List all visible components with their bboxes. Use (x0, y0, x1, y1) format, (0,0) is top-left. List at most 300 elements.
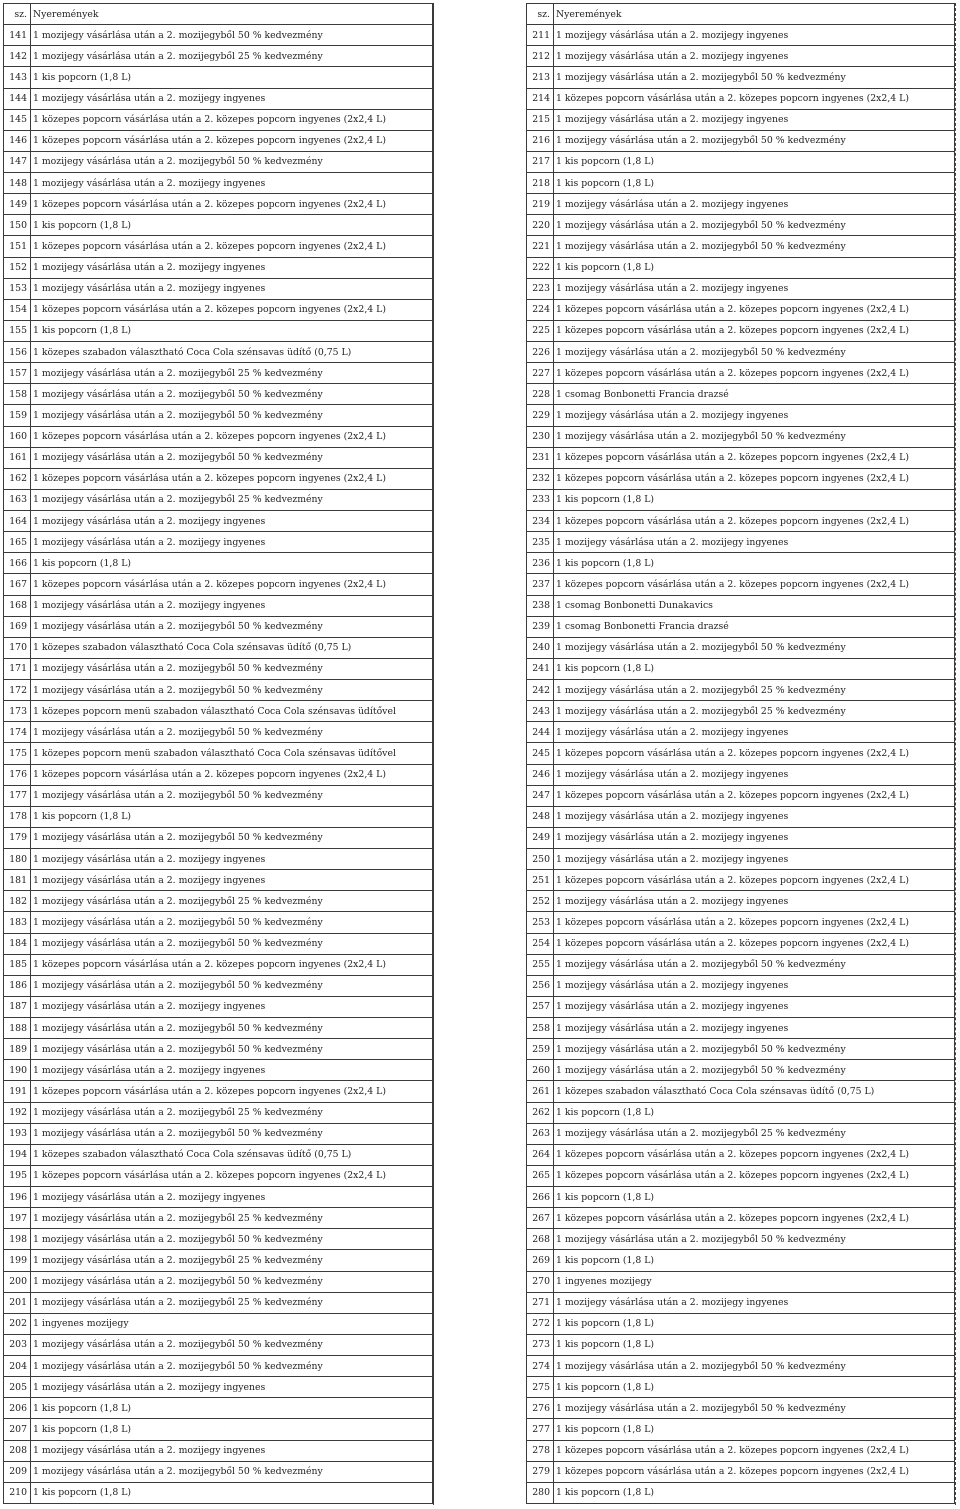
prize-number: 183 (4, 912, 31, 933)
prize-description: 1 közepes popcorn vásárlása után a 2. közepes popcorn ingyenes (2x2,4 L) (31, 764, 433, 785)
prize-description: 1 közepes szabadon választható Coca Cola szénsavas üdítő (0,75 L) (31, 342, 433, 363)
prize-description: 1 mozijegy vásárlása után a 2. mozijegy ingyenes (554, 1018, 955, 1039)
table-row (527, 194, 955, 215)
table-row (527, 25, 955, 46)
table-row (4, 1377, 433, 1398)
table-row (4, 1419, 433, 1440)
prize-number: 172 (4, 680, 31, 701)
page-edge-dashed (955, 3, 956, 1505)
prize-number: 167 (4, 574, 31, 595)
prize-description: 1 mozijegy vásárlása után a 2. mozijegyből 50 % kedvezmény (31, 933, 433, 954)
table-row (527, 130, 955, 151)
prize-description: 1 mozijegy vásárlása után a 2. mozijegyből 50 % kedvezmény (554, 236, 955, 257)
number-column-header: sz. (527, 4, 554, 25)
table-row (527, 1187, 955, 1208)
prize-description: 1 mozijegy vásárlása után a 2. mozijegyből 50 % kedvezmény (554, 67, 955, 88)
prize-number: 203 (4, 1334, 31, 1355)
table-row (4, 912, 433, 933)
prize-number: 210 (4, 1482, 31, 1503)
table-row (527, 722, 955, 743)
table-row (4, 532, 433, 553)
prize-number: 160 (4, 426, 31, 447)
prize-number: 236 (527, 553, 554, 574)
table-row (527, 109, 955, 130)
prize-description: 1 közepes popcorn vásárlása után a 2. közepes popcorn ingyenes (2x2,4 L) (554, 1440, 955, 1461)
prize-number: 170 (4, 637, 31, 658)
table-row (527, 173, 955, 194)
prize-number: 258 (527, 1018, 554, 1039)
prize-description: 1 csomag Bonbonetti Francia drazsé (554, 616, 955, 637)
prize-number: 178 (4, 806, 31, 827)
prize-description: 1 mozijegy vásárlása után a 2. mozijegyből 25 % kedvezmény (31, 891, 433, 912)
table-row (527, 954, 955, 975)
prize-description: 1 mozijegy vásárlása után a 2. mozijegyből 50 % kedvezmény (31, 658, 433, 679)
prize-description: 1 közepes popcorn vásárlása után a 2. közepes popcorn ingyenes (2x2,4 L) (554, 1461, 955, 1482)
prize-number: 240 (527, 637, 554, 658)
prize-table-right-body (527, 4, 955, 1504)
table-row (4, 1356, 433, 1377)
table-row (527, 1419, 955, 1440)
prize-number: 230 (527, 426, 554, 447)
prize-description: 1 közepes popcorn vásárlása után a 2. közepes popcorn ingyenes (2x2,4 L) (554, 574, 955, 595)
table-row (4, 257, 433, 278)
prize-description: 1 kis popcorn (1,8 L) (554, 151, 955, 172)
prize-number: 254 (527, 933, 554, 954)
prize-number: 252 (527, 891, 554, 912)
table-row (527, 996, 955, 1017)
prize-number: 161 (4, 447, 31, 468)
prize-description: 1 mozijegy vásárlása után a 2. mozijegy ingyenes (31, 532, 433, 553)
prize-number: 265 (527, 1165, 554, 1186)
prize-number: 188 (4, 1018, 31, 1039)
prize-number: 175 (4, 743, 31, 764)
prize-description: 1 közepes popcorn vásárlása után a 2. közepes popcorn ingyenes (2x2,4 L) (554, 468, 955, 489)
table-row (4, 1250, 433, 1271)
table-row (527, 215, 955, 236)
table-row (4, 1208, 433, 1229)
table-row (4, 764, 433, 785)
prize-number: 153 (4, 278, 31, 299)
table-row (4, 680, 433, 701)
prize-description: 1 csomag Bonbonetti Francia drazsé (554, 384, 955, 405)
prize-description: 1 kis popcorn (1,8 L) (554, 1334, 955, 1355)
prize-number: 198 (4, 1229, 31, 1250)
prize-description: 1 mozijegy vásárlása után a 2. mozijegyből 50 % kedvezmény (31, 616, 433, 637)
prize-number: 192 (4, 1102, 31, 1123)
table-row (4, 46, 433, 67)
table-row (4, 173, 433, 194)
prize-description: 1 mozijegy vásárlása után a 2. mozijegyből 50 % kedvezmény (31, 680, 433, 701)
table-row (527, 1334, 955, 1355)
prize-column-header: Nyeremények (554, 4, 955, 25)
prize-description: 1 kis popcorn (1,8 L) (31, 1419, 433, 1440)
prize-description: 1 közepes popcorn vásárlása után a 2. közepes popcorn ingyenes (2x2,4 L) (31, 194, 433, 215)
table-row (4, 151, 433, 172)
prize-number: 218 (527, 173, 554, 194)
prize-number: 162 (4, 468, 31, 489)
prize-description: 1 mozijegy vásárlása után a 2. mozijegyből 25 % kedvezmény (554, 680, 955, 701)
prize-number: 166 (4, 553, 31, 574)
table-row (527, 236, 955, 257)
table-row (4, 553, 433, 574)
prize-number: 226 (527, 342, 554, 363)
prize-description: 1 közepes popcorn vásárlása után a 2. közepes popcorn ingyenes (2x2,4 L) (554, 299, 955, 320)
prize-number: 148 (4, 173, 31, 194)
prize-number: 164 (4, 511, 31, 532)
table-row (4, 722, 433, 743)
table-row (4, 1187, 433, 1208)
prize-number: 179 (4, 827, 31, 848)
prize-number: 185 (4, 954, 31, 975)
prize-number: 194 (4, 1144, 31, 1165)
prize-number: 186 (4, 975, 31, 996)
prize-number: 228 (527, 384, 554, 405)
prize-description: 1 közepes popcorn vásárlása után a 2. közepes popcorn ingyenes (2x2,4 L) (31, 426, 433, 447)
table-header-row (527, 4, 955, 25)
prize-number: 165 (4, 532, 31, 553)
prize-description: 1 mozijegy vásárlása után a 2. mozijegy ingyenes (554, 532, 955, 553)
prize-number: 234 (527, 511, 554, 532)
prize-number: 259 (527, 1039, 554, 1060)
prize-description: 1 közepes popcorn vásárlása után a 2. közepes popcorn ingyenes (2x2,4 L) (31, 130, 433, 151)
prize-number: 212 (527, 46, 554, 67)
table-row (527, 532, 955, 553)
prize-description: 1 kis popcorn (1,8 L) (554, 1482, 955, 1503)
table-row (4, 806, 433, 827)
prize-description: 1 mozijegy vásárlása után a 2. mozijegy ingyenes (31, 1187, 433, 1208)
prize-description: 1 kis popcorn (1,8 L) (554, 257, 955, 278)
prize-description: 1 mozijegy vásárlása után a 2. mozijegy ingyenes (31, 870, 433, 891)
prize-description: 1 mozijegy vásárlása után a 2. mozijegy ingyenes (31, 173, 433, 194)
prize-description: 1 mozijegy vásárlása után a 2. mozijegy ingyenes (31, 849, 433, 870)
prize-description: 1 mozijegy vásárlása után a 2. mozijegyből 25 % kedvezmény (554, 701, 955, 722)
prize-description: 1 kis popcorn (1,8 L) (31, 67, 433, 88)
prize-number: 245 (527, 743, 554, 764)
prize-number: 144 (4, 88, 31, 109)
prize-description: 1 mozijegy vásárlása után a 2. mozijegy ingyenes (554, 996, 955, 1017)
table-row (527, 595, 955, 616)
table-row (4, 1060, 433, 1081)
prize-description: 1 közepes popcorn vásárlása után a 2. közepes popcorn ingyenes (2x2,4 L) (554, 320, 955, 341)
prize-description: 1 közepes popcorn vásárlása után a 2. közepes popcorn ingyenes (2x2,4 L) (31, 574, 433, 595)
table-row (527, 1123, 955, 1144)
prize-description: 1 mozijegy vásárlása után a 2. mozijegyből 50 % kedvezmény (31, 1356, 433, 1377)
prize-number: 158 (4, 384, 31, 405)
prize-number: 171 (4, 658, 31, 679)
table-row (4, 701, 433, 722)
prize-number: 168 (4, 595, 31, 616)
prize-description: 1 kis popcorn (1,8 L) (554, 658, 955, 679)
prize-number: 213 (527, 67, 554, 88)
table-row (4, 1039, 433, 1060)
prize-number: 151 (4, 236, 31, 257)
table-row (4, 88, 433, 109)
prize-description: 1 kis popcorn (1,8 L) (31, 806, 433, 827)
prize-number: 232 (527, 468, 554, 489)
prize-description: 1 mozijegy vásárlása után a 2. mozijegy ingyenes (31, 1060, 433, 1081)
prize-description: 1 mozijegy vásárlása után a 2. mozijegyből 50 % kedvezmény (31, 827, 433, 848)
table-row (527, 342, 955, 363)
table-row (4, 1440, 433, 1461)
table-row (527, 88, 955, 109)
prize-description: 1 mozijegy vásárlása után a 2. mozijegyből 50 % kedvezmény (31, 975, 433, 996)
table-row (527, 511, 955, 532)
prize-number: 177 (4, 785, 31, 806)
prize-number: 248 (527, 806, 554, 827)
prize-number: 264 (527, 1144, 554, 1165)
prize-description: 1 mozijegy vásárlása után a 2. mozijegyből 50 % kedvezmény (31, 722, 433, 743)
prize-number: 147 (4, 151, 31, 172)
prize-description: 1 közepes popcorn vásárlása után a 2. közepes popcorn ingyenes (2x2,4 L) (554, 743, 955, 764)
prize-description: 1 mozijegy vásárlása után a 2. mozijegyből 50 % kedvezmény (554, 637, 955, 658)
prize-description: 1 mozijegy vásárlása után a 2. mozijegy ingyenes (31, 595, 433, 616)
prize-number: 217 (527, 151, 554, 172)
prize-number: 154 (4, 299, 31, 320)
prize-description: 1 mozijegy vásárlása után a 2. mozijegyből 25 % kedvezmény (554, 1123, 955, 1144)
prize-number: 250 (527, 849, 554, 870)
prize-description: 1 közepes szabadon választható Coca Cola szénsavas üdítő (0,75 L) (554, 1081, 955, 1102)
prize-description: 1 mozijegy vásárlása után a 2. mozijegy ingyenes (554, 722, 955, 743)
prize-number: 214 (527, 88, 554, 109)
prize-description: 1 közepes popcorn vásárlása után a 2. közepes popcorn ingyenes (2x2,4 L) (31, 954, 433, 975)
prize-number: 142 (4, 46, 31, 67)
table-row (4, 891, 433, 912)
table-row (4, 870, 433, 891)
prize-number: 255 (527, 954, 554, 975)
prize-description: 1 kis popcorn (1,8 L) (554, 553, 955, 574)
table-row (4, 975, 433, 996)
table-header-row (4, 4, 433, 25)
prize-description: 1 mozijegy vásárlása után a 2. mozijegyből 50 % kedvezmény (554, 954, 955, 975)
prize-number: 267 (527, 1208, 554, 1229)
table-row (527, 701, 955, 722)
table-row (527, 1398, 955, 1419)
prize-description: 1 mozijegy vásárlása után a 2. mozijegyből 50 % kedvezmény (31, 1229, 433, 1250)
table-row (527, 1377, 955, 1398)
table-row (4, 616, 433, 637)
prize-description: 1 ingyenes mozijegy (554, 1271, 955, 1292)
prize-number: 272 (527, 1313, 554, 1334)
prize-number: 209 (4, 1461, 31, 1482)
prize-number: 205 (4, 1377, 31, 1398)
table-row (527, 891, 955, 912)
prize-table-right (526, 3, 955, 1504)
prize-description: 1 közepes popcorn menü szabadon választható Coca Cola szénsavas üdítővel (31, 701, 433, 722)
table-row (4, 1165, 433, 1186)
table-row (527, 849, 955, 870)
prize-number: 206 (4, 1398, 31, 1419)
prize-number: 182 (4, 891, 31, 912)
prize-description: 1 mozijegy vásárlása után a 2. mozijegyből 50 % kedvezmény (31, 1018, 433, 1039)
prize-number: 207 (4, 1419, 31, 1440)
table-row (4, 743, 433, 764)
prize-number: 266 (527, 1187, 554, 1208)
table-row (527, 1440, 955, 1461)
table-row (527, 426, 955, 447)
prize-description: 1 mozijegy vásárlása után a 2. mozijegyből 50 % kedvezmény (31, 1271, 433, 1292)
prize-description: 1 kis popcorn (1,8 L) (31, 320, 433, 341)
prize-number: 268 (527, 1229, 554, 1250)
table-row (527, 553, 955, 574)
prize-description: 1 mozijegy vásárlása után a 2. mozijegy ingyenes (554, 46, 955, 67)
prize-description: 1 mozijegy vásárlása után a 2. mozijegyből 50 % kedvezmény (31, 1123, 433, 1144)
prize-description: 1 mozijegy vásárlása után a 2. mozijegy ingyenes (31, 257, 433, 278)
table-row (4, 25, 433, 46)
prize-description: 1 csomag Bonbonetti Dunakavics (554, 595, 955, 616)
table-row (4, 511, 433, 532)
table-row (4, 278, 433, 299)
prize-description: 1 mozijegy vásárlása után a 2. mozijegy ingyenes (31, 1440, 433, 1461)
prize-number: 201 (4, 1292, 31, 1313)
table-row (527, 299, 955, 320)
prize-number: 249 (527, 827, 554, 848)
prize-number: 243 (527, 701, 554, 722)
prize-description: 1 mozijegy vásárlása után a 2. mozijegy ingyenes (554, 806, 955, 827)
prize-number: 275 (527, 1377, 554, 1398)
prize-number: 263 (527, 1123, 554, 1144)
prize-number: 196 (4, 1187, 31, 1208)
table-row (527, 1356, 955, 1377)
prize-description: 1 mozijegy vásárlása után a 2. mozijegyből 50 % kedvezmény (31, 785, 433, 806)
prize-description: 1 mozijegy vásárlása után a 2. mozijegy ingyenes (31, 1377, 433, 1398)
table-row (527, 658, 955, 679)
prize-number: 159 (4, 405, 31, 426)
prize-number: 280 (527, 1482, 554, 1503)
table-row (527, 933, 955, 954)
prize-number: 239 (527, 616, 554, 637)
prize-number: 256 (527, 975, 554, 996)
prize-description: 1 mozijegy vásárlása után a 2. mozijegyből 50 % kedvezmény (31, 1461, 433, 1482)
prize-description: 1 mozijegy vásárlása után a 2. mozijegyből 50 % kedvezmény (554, 130, 955, 151)
table-row (4, 849, 433, 870)
prize-number: 231 (527, 447, 554, 468)
prize-description: 1 mozijegy vásárlása után a 2. mozijegyből 50 % kedvezmény (31, 912, 433, 933)
prize-number: 233 (527, 489, 554, 510)
prize-number: 199 (4, 1250, 31, 1271)
prize-number: 187 (4, 996, 31, 1017)
table-row (527, 637, 955, 658)
prize-number: 235 (527, 532, 554, 553)
table-row (4, 827, 433, 848)
prize-number: 242 (527, 680, 554, 701)
table-row (527, 1060, 955, 1081)
table-row (4, 574, 433, 595)
prize-description: 1 közepes popcorn vásárlása után a 2. közepes popcorn ingyenes (2x2,4 L) (31, 1081, 433, 1102)
table-row (4, 194, 433, 215)
table-row (4, 785, 433, 806)
prize-number: 184 (4, 933, 31, 954)
table-row (4, 595, 433, 616)
prize-number: 174 (4, 722, 31, 743)
prize-number: 274 (527, 1356, 554, 1377)
prize-number: 181 (4, 870, 31, 891)
prize-description: 1 ingyenes mozijegy (31, 1313, 433, 1334)
prize-number: 146 (4, 130, 31, 151)
prize-number: 223 (527, 278, 554, 299)
table-row (4, 1229, 433, 1250)
number-column-header: sz. (4, 4, 31, 25)
prize-description: 1 mozijegy vásárlása után a 2. mozijegyből 50 % kedvezmény (31, 405, 433, 426)
prize-description: 1 mozijegy vásárlása után a 2. mozijegyből 25 % kedvezmény (31, 489, 433, 510)
prize-number: 222 (527, 257, 554, 278)
prize-number: 149 (4, 194, 31, 215)
prize-description: 1 közepes popcorn menü szabadon választható Coca Cola szénsavas üdítővel (31, 743, 433, 764)
prize-number: 246 (527, 764, 554, 785)
prize-description: 1 kis popcorn (1,8 L) (554, 1102, 955, 1123)
table-row (4, 1482, 433, 1503)
table-row (4, 320, 433, 341)
prize-number: 200 (4, 1271, 31, 1292)
prize-description: 1 mozijegy vásárlása után a 2. mozijegy ingyenes (554, 764, 955, 785)
table-row (4, 933, 433, 954)
table-row (4, 342, 433, 363)
prize-number: 216 (527, 130, 554, 151)
table-row (527, 151, 955, 172)
prize-number: 211 (527, 25, 554, 46)
prize-description: 1 közepes szabadon választható Coca Cola szénsavas üdítő (0,75 L) (31, 637, 433, 658)
prize-description: 1 mozijegy vásárlása után a 2. mozijegyből 25 % kedvezmény (31, 1208, 433, 1229)
prize-description: 1 kis popcorn (1,8 L) (554, 1377, 955, 1398)
prize-description: 1 mozijegy vásárlása után a 2. mozijegy ingyenes (554, 109, 955, 130)
table-row (527, 384, 955, 405)
table-row (527, 1313, 955, 1334)
table-row (4, 1144, 433, 1165)
prize-description: 1 kis popcorn (1,8 L) (31, 215, 433, 236)
prize-description: 1 mozijegy vásárlása után a 2. mozijegyből 50 % kedvezmény (31, 384, 433, 405)
prize-description: 1 mozijegy vásárlása után a 2. mozijegyből 25 % kedvezmény (31, 1292, 433, 1313)
table-row (4, 299, 433, 320)
table-row (527, 1208, 955, 1229)
prize-description: 1 kis popcorn (1,8 L) (554, 1187, 955, 1208)
prize-number: 219 (527, 194, 554, 215)
prize-description: 1 közepes popcorn vásárlása után a 2. közepes popcorn ingyenes (2x2,4 L) (554, 785, 955, 806)
table-row (527, 827, 955, 848)
prize-description: 1 mozijegy vásárlása után a 2. mozijegyből 50 % kedvezmény (554, 1398, 955, 1419)
prize-number: 145 (4, 109, 31, 130)
prize-description: 1 közepes popcorn vásárlása után a 2. közepes popcorn ingyenes (2x2,4 L) (554, 1208, 955, 1229)
table-row (527, 1250, 955, 1271)
prize-description: 1 mozijegy vásárlása után a 2. mozijegyből 25 % kedvezmény (31, 1250, 433, 1271)
prize-description: 1 mozijegy vásárlása után a 2. mozijegyből 25 % kedvezmény (31, 363, 433, 384)
prize-description: 1 közepes popcorn vásárlása után a 2. közepes popcorn ingyenes (2x2,4 L) (31, 236, 433, 257)
prize-description: 1 közepes popcorn vásárlása után a 2. közepes popcorn ingyenes (2x2,4 L) (554, 88, 955, 109)
prize-number: 189 (4, 1039, 31, 1060)
prize-description: 1 mozijegy vásárlása után a 2. mozijegyből 25 % kedvezmény (31, 46, 433, 67)
table-row (527, 1482, 955, 1503)
prize-number: 180 (4, 849, 31, 870)
prize-number: 238 (527, 595, 554, 616)
prize-number: 247 (527, 785, 554, 806)
prize-number: 152 (4, 257, 31, 278)
table-row (4, 67, 433, 88)
prize-description: 1 mozijegy vásárlása után a 2. mozijegy ingyenes (31, 996, 433, 1017)
prize-description: 1 mozijegy vásárlása után a 2. mozijegy ingyenes (554, 827, 955, 848)
prize-description: 1 közepes szabadon választható Coca Cola szénsavas üdítő (0,75 L) (31, 1144, 433, 1165)
prize-description: 1 mozijegy vásárlása után a 2. mozijegyből 50 % kedvezmény (31, 1039, 433, 1060)
table-row (527, 363, 955, 384)
prize-number: 190 (4, 1060, 31, 1081)
table-row (527, 1144, 955, 1165)
prize-number: 220 (527, 215, 554, 236)
prize-number: 253 (527, 912, 554, 933)
table-row (527, 1081, 955, 1102)
table-row (527, 912, 955, 933)
prize-number: 215 (527, 109, 554, 130)
prize-number: 257 (527, 996, 554, 1017)
table-row (4, 215, 433, 236)
prize-number: 141 (4, 25, 31, 46)
table-row (527, 320, 955, 341)
